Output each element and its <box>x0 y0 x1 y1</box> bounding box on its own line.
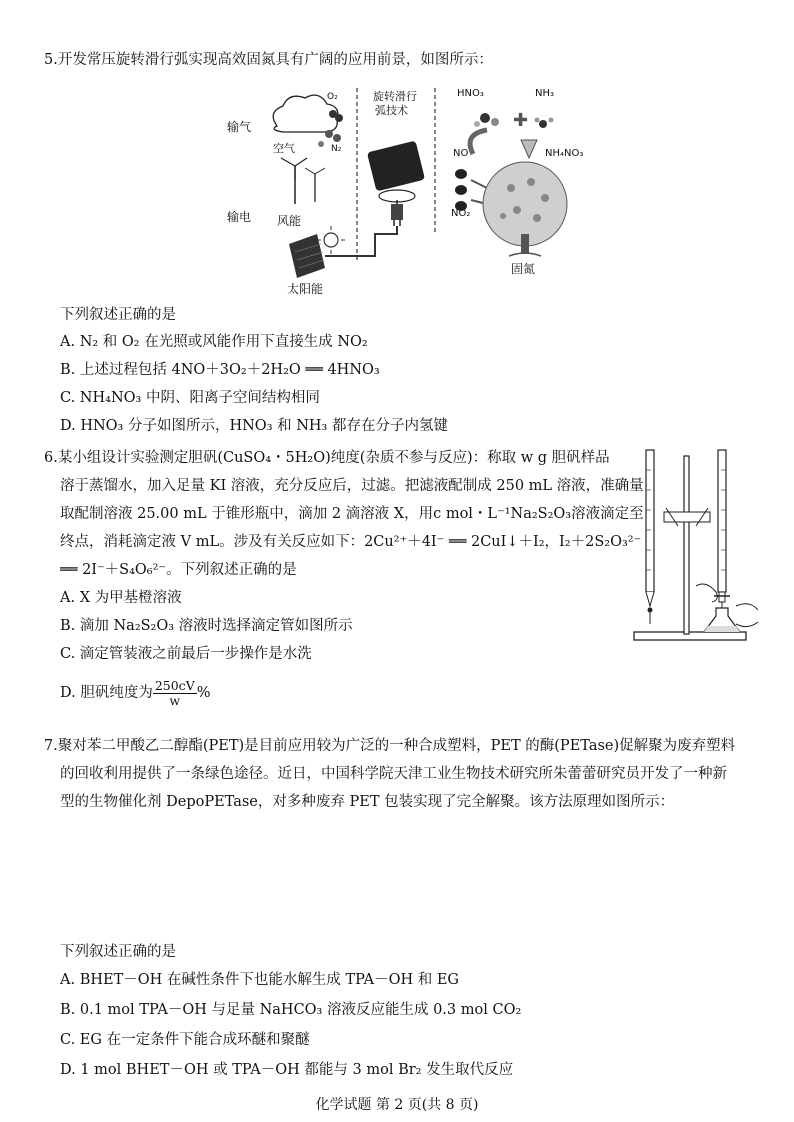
q5-option-d: D. HNO₃ 分子如图所示，HNO₃ 和 NH₃ 都存在分子内氢键 <box>60 418 448 434</box>
q6-option-d <box>60 678 211 708</box>
nh3-label: NH₃ <box>535 88 555 99</box>
arc-tech-label-1: 旋转滑行 <box>373 90 417 103</box>
q5-option-c: C. NH₄NO₃ 中阴、阳离子空间结构相同 <box>60 390 320 406</box>
q7-line-1: 7.聚对苯二甲酸乙二醇酯(PET)是目前应用较为广泛的一种合成塑料，PET 的酶(PETase)促解聚为废弃塑料 <box>44 738 736 754</box>
no2-label: NO₂ <box>451 208 471 219</box>
q7-ask: 下列叙述正确的是 <box>60 944 176 960</box>
o2-label: O₂ <box>327 92 338 102</box>
hno3-label: HNO₃ <box>457 88 484 99</box>
n2-label: N₂ <box>331 144 342 154</box>
nitrogen-fixation-diagram <box>225 84 605 299</box>
q6-line-4: 终点，消耗滴定液 V mL。涉及有关反应如下：2Cu²⁺＋4I⁻ ══ 2CuI↓＋I₂，I₂＋2S₂O₃²⁻ <box>60 534 642 550</box>
no-label: NO <box>453 148 469 159</box>
gas-input-label: 输气 <box>227 120 252 134</box>
purity-denominator: w <box>169 692 181 708</box>
nitrogen-fixation-label: 固氮 <box>511 262 536 276</box>
solar-energy-label: 太阳能 <box>287 282 324 296</box>
q6-option-d-prefix: D. 胆矾纯度为 <box>60 685 153 701</box>
q6-option-c: C. 滴定管装液之前最后一步操作是水洗 <box>60 646 312 662</box>
q6-line-5: ══ 2I⁻＋S₄O₆²⁻。下列叙述正确的是 <box>60 562 297 578</box>
titration-apparatus-diagram <box>618 446 758 646</box>
nitrogen-fixation-figure <box>225 84 605 299</box>
q6-line-1: 6.某小组设计实验测定胆矾(CuSO₄・5H₂O)纯度(杂质不参与反应)：称取 w g 胆矾样品 <box>44 450 610 466</box>
q7-option-a: A. BHET－OH 在碱性条件下也能水解生成 TPA－OH 和 EG <box>60 972 459 988</box>
q6-option-a: A. X 为甲基橙溶液 <box>60 590 182 606</box>
q7-option-b: B. 0.1 mol TPA－OH 与足量 NaHCO₃ 溶液反应能生成 0.3 mol CO₂ <box>60 1002 522 1018</box>
q6-line-3: 取配制溶液 25.00 mL 于锥形瓶中，滴加 2 滴溶液 X，用c mol・L⁻¹Na₂S₂O₃溶液滴定至 <box>60 506 644 522</box>
svg-text:✚: ✚ <box>513 110 529 131</box>
page-footer: 化学试题 第 2 页(共 8 页) <box>315 1097 479 1113</box>
q7-line-2: 的回收利用提供了一条绿色途径。近日，中国科学院天津工业生物技术研究所朱蕾蕾研究员开发了一种新 <box>60 766 727 782</box>
titration-apparatus-figure <box>618 446 758 646</box>
power-input-label: 输电 <box>227 210 252 224</box>
q7-line-3: 型的生物催化剂 DepoPETase，对多种废弃 PET 包装实现了完全解聚。该方法原理如图所示： <box>60 794 675 810</box>
q5-option-b: B. 上述过程包括 4NO＋3O₂＋2H₂O ══ 4HNO₃ <box>60 362 380 378</box>
q6-option-b: B. 滴加 Na₂S₂O₃ 溶液时选择滴定管如图所示 <box>60 618 353 634</box>
purity-fraction <box>153 679 197 708</box>
purity-numerator: 250cV <box>154 677 195 693</box>
q6-line-2: 溶于蒸馏水，加入足量 KI 溶液，充分反应后，过滤。把滤液配制成 250 mL 溶液，准确量 <box>60 478 644 494</box>
air-label: 空气 <box>273 142 295 155</box>
wind-energy-label: 风能 <box>277 214 302 228</box>
q5-ask: 下列叙述正确的是 <box>60 307 176 323</box>
q7-option-d: D. 1 mol BHET－OH 或 TPA－OH 都能与 3 mol Br₂ 发生取代反应 <box>60 1062 514 1078</box>
q7-option-c: C. EG 在一定条件下能合成环醚和聚醚 <box>60 1032 310 1048</box>
q6-option-d-suffix: % <box>196 685 211 701</box>
nh4no3-label: NH₄NO₃ <box>545 148 584 159</box>
arc-tech-label-2: 弧技术 <box>375 104 408 117</box>
q5-option-a: A. N₂ 和 O₂ 在光照或风能作用下直接生成 NO₂ <box>60 334 368 350</box>
q5-stem: 5.开发常压旋转滑行弧实现高效固氮具有广阔的应用前景，如图所示： <box>44 52 493 68</box>
